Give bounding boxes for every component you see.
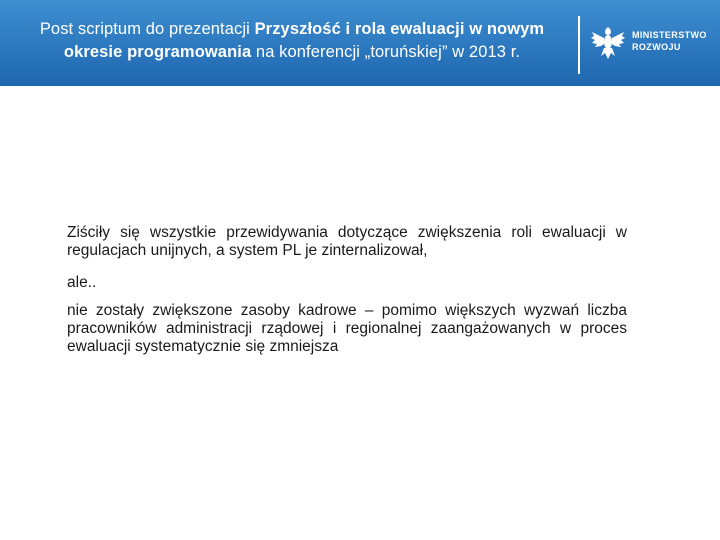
title-text-part1: Post scriptum do prezentacji — [39, 20, 255, 38]
slide-header — [0, 0, 720, 86]
title-text-bold: Przyszłość i rola ewaluacji w nowym okresie programowania — [63, 20, 545, 61]
logo-line1: MINISTERSTWO — [632, 30, 707, 40]
header-divider — [578, 16, 580, 74]
body-paragraph-2: ale.. — [67, 274, 97, 291]
slide-body — [67, 224, 627, 370]
eagle-emblem-icon — [590, 26, 626, 62]
body-paragraph-1: Ziściły się wszystkie przewidywania dotyczące zwiększenia roli ewaluacji w regulacjach unijnych, a system PL je zinternalizował, — [67, 224, 627, 259]
slide-title — [14, 18, 570, 64]
body-paragraph-3: nie zostały zwiększone zasoby kadrowe – pomimo większych wyzwań liczba pracowników administracji rządowej i regionalnej zaangażowanych w proces ewaluacji systematycznie się zmniejsza — [67, 302, 627, 355]
logo-line2: ROZWOJU — [632, 42, 681, 52]
title-text-part2: na konferencji „toruńskiej” w 2013 r. — [251, 43, 521, 61]
ministry-logo-text — [632, 29, 707, 53]
